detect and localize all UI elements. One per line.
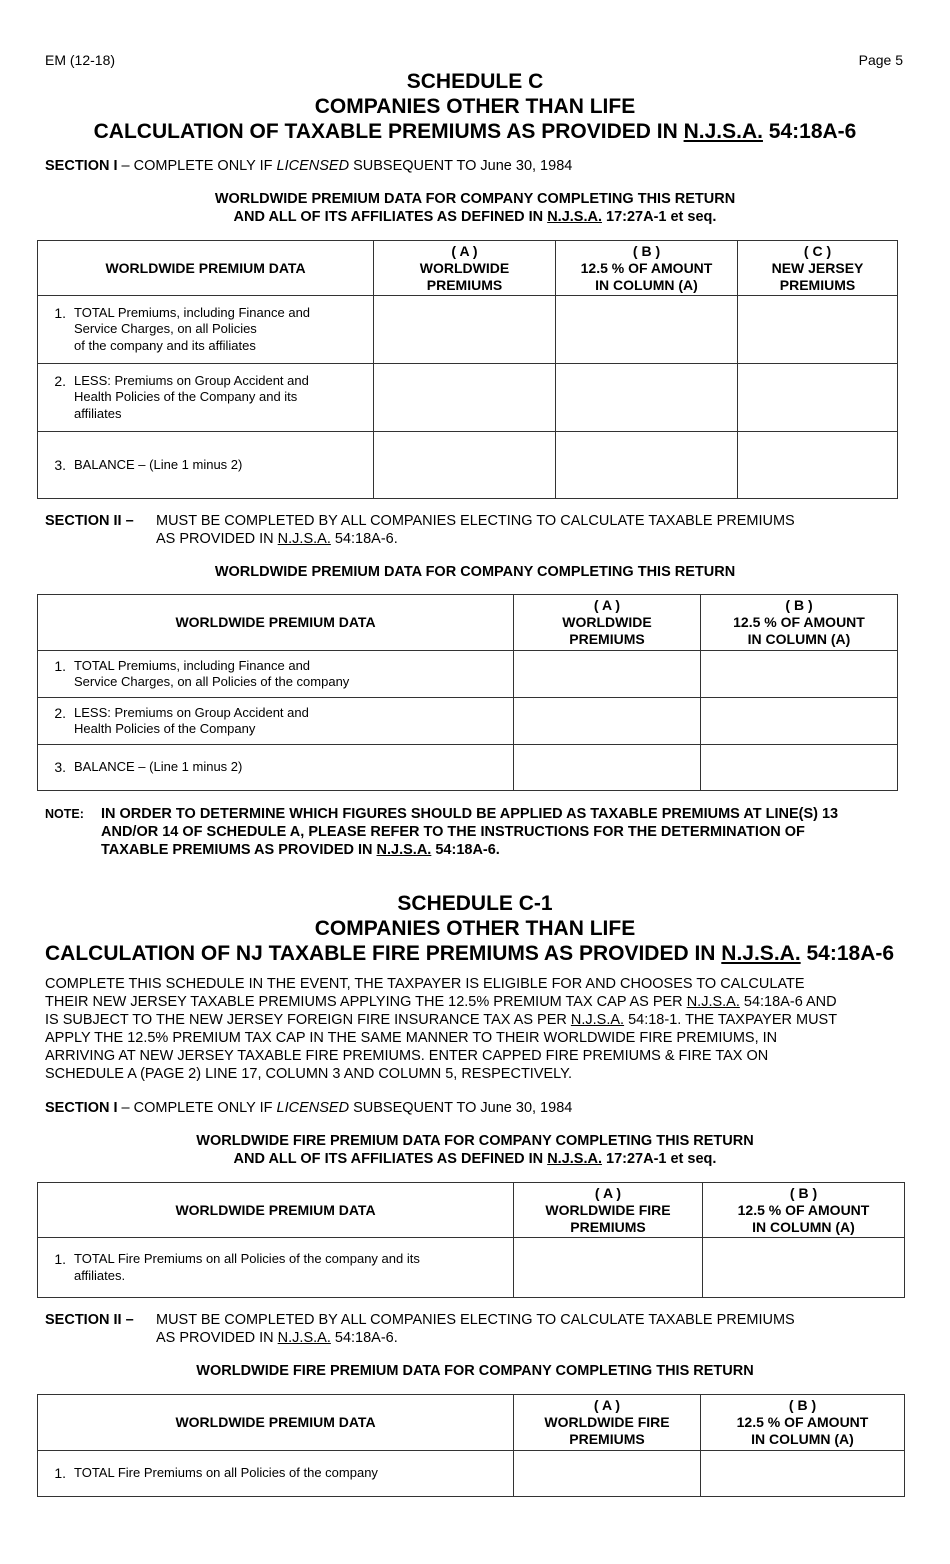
c1-section-2-text-2: AS PROVIDED IN N.J.S.A. 54:18A-6. [156, 1330, 398, 1346]
col-header-b: ( B ) 12.5 % OF AMOUNT IN COLUMN (A) [703, 1183, 905, 1238]
input-cell-a[interactable] [514, 651, 701, 698]
table-row: 1. TOTAL Premiums, including Finance and Service Charges, on all Policies of the company and its affiliates [38, 296, 898, 364]
note-tag: NOTE: [45, 807, 84, 821]
schedule-c-section-2-table [37, 594, 898, 791]
row-label: BALANCE – (Line 1 minus 2) [74, 759, 243, 775]
input-cell-b[interactable] [556, 364, 738, 432]
col-header-a: ( A ) WORLDWIDE FIRE PREMIUMS [514, 1183, 703, 1238]
row-label: TOTAL Fire Premiums on all Policies of the company and its affiliates. [74, 1251, 420, 1283]
schedule-c1-section-1-table [37, 1182, 905, 1298]
table-row: 1. TOTAL Fire Premiums on all Policies of the company [38, 1451, 905, 1497]
row-label: TOTAL Premiums, including Finance and Service Charges, on all Policies of the company [74, 657, 350, 689]
col-header-c: ( C ) NEW JERSEY PREMIUMS [738, 241, 898, 296]
c1-section-2-label: SECTION II – [45, 1312, 134, 1328]
schedule-c1-section-2-table [37, 1394, 905, 1497]
input-cell-a[interactable] [374, 364, 556, 432]
input-cell-a[interactable] [514, 698, 701, 745]
page-number: Page 5 [858, 52, 903, 68]
col-header-a: ( A ) WORLDWIDE PREMIUMS [514, 595, 701, 651]
input-cell-b[interactable] [703, 1238, 905, 1298]
section-1-heading-2: AND ALL OF ITS AFFILIATES AS DEFINED IN N.J.S.A. 17:27A-1 et seq. [233, 209, 717, 225]
col-header-a: ( A ) WORLDWIDE PREMIUMS [374, 241, 556, 296]
input-cell-c[interactable] [738, 432, 898, 499]
row-label: TOTAL Fire Premiums on all Policies of the company [74, 1465, 378, 1481]
schedule-c1-title: SCHEDULE C-1 [397, 892, 553, 915]
section-2-text: MUST BE COMPLETED BY ALL COMPANIES ELECTING TO CALCULATE TAXABLE PREMIUMS [156, 513, 795, 529]
section-1-label: SECTION I – COMPLETE ONLY IF LICENSED SUBSEQUENT TO June 30, 1984 [45, 158, 573, 174]
table-row: 1. TOTAL Fire Premiums on all Policies of the company and its affiliates. [38, 1238, 905, 1298]
col-header-desc: WORLDWIDE PREMIUM DATA [38, 241, 374, 296]
c1-section-1-label: SECTION I – COMPLETE ONLY IF LICENSED SUBSEQUENT TO June 30, 1984 [45, 1100, 573, 1116]
input-cell-b[interactable] [701, 745, 898, 791]
input-cell-b[interactable] [556, 296, 738, 364]
input-cell-c[interactable] [738, 296, 898, 364]
section-2-label: SECTION II – [45, 513, 134, 529]
schedule-c1-calc-title: CALCULATION OF NJ TAXABLE FIRE PREMIUMS AS PROVIDED IN N.J.S.A. 54:18A-6 [45, 942, 895, 965]
col-header-b: ( B ) 12.5 % OF AMOUNT IN COLUMN (A) [556, 241, 738, 296]
schedule-c1-subtitle: COMPANIES OTHER THAN LIFE [314, 917, 636, 940]
input-cell-c[interactable] [738, 364, 898, 432]
table-row: 3. BALANCE – (Line 1 minus 2) [38, 745, 898, 791]
col-header-desc: WORLDWIDE PREMIUM DATA [38, 595, 514, 651]
c1-section-1-heading: WORLDWIDE FIRE PREMIUM DATA FOR COMPANY COMPLETING THIS RETURN [196, 1133, 754, 1149]
row-label: BALANCE – (Line 1 minus 2) [74, 456, 243, 472]
table-row: 3. BALANCE – (Line 1 minus 2) [38, 432, 898, 499]
row-label: TOTAL Premiums, including Finance and Service Charges, on all Policies of the company and its affiliates [74, 304, 311, 353]
schedule-c-calc-title: CALCULATION OF TAXABLE PREMIUMS AS PROVIDED IN N.J.S.A. 54:18A-6 [93, 120, 857, 143]
col-header-desc: WORLDWIDE PREMIUM DATA [38, 1183, 514, 1238]
statute-ref: N.J.S.A. [683, 120, 763, 143]
section-1-heading: WORLDWIDE PREMIUM DATA FOR COMPANY COMPLETING THIS RETURN [214, 191, 736, 207]
c1-section-2-heading: WORLDWIDE FIRE PREMIUM DATA FOR COMPANY COMPLETING THIS RETURN [196, 1363, 754, 1379]
col-header-b: ( B ) 12.5 % OF AMOUNT IN COLUMN (A) [701, 1395, 905, 1451]
col-header-b: ( B ) 12.5 % OF AMOUNT IN COLUMN (A) [701, 595, 898, 651]
input-cell-a[interactable] [514, 745, 701, 791]
input-cell-b[interactable] [556, 432, 738, 499]
table-row: 2. LESS: Premiums on Group Accident and Health Policies of the Company [38, 698, 898, 745]
table-row: 1. TOTAL Premiums, including Finance and Service Charges, on all Policies of the company [38, 651, 898, 698]
schedule-c-title: SCHEDULE C [406, 70, 544, 93]
table-row: 2. LESS: Premiums on Group Accident and Health Policies of the Company and its affiliates [38, 364, 898, 432]
section-2-text-2: AS PROVIDED IN N.J.S.A. 54:18A-6. [156, 531, 398, 547]
input-cell-b[interactable] [701, 1451, 905, 1497]
input-cell-a[interactable] [374, 432, 556, 499]
form-code: EM (12-18) [45, 52, 116, 68]
input-cell-a[interactable] [514, 1451, 701, 1497]
schedule-c-subtitle: COMPANIES OTHER THAN LIFE [314, 95, 636, 118]
input-cell-a[interactable] [514, 1238, 703, 1298]
row-label: LESS: Premiums on Group Accident and Health Policies of the Company and its affiliates [74, 372, 309, 421]
section-2-heading: WORLDWIDE PREMIUM DATA FOR COMPANY COMPLETING THIS RETURN [214, 564, 736, 580]
input-cell-b[interactable] [701, 698, 898, 745]
input-cell-a[interactable] [374, 296, 556, 364]
schedule-c1-instructions: COMPLETE THIS SCHEDULE IN THE EVENT, THE TAXPAYER IS ELIGIBLE FOR AND CHOOSES TO CALCULATE THEIR NEW JERSEY TAXABLE PREMIUMS APPLYING THE 12.5% PREMIUM TAX CAP AS PER N.J.S.A. 54:18A-6 AND IS SUBJECT TO THE NEW JERSEY FOREIGN FIRE INSURANCE TAX AS PER N.J.S.A. 54:18-1. THE TAXPAYER MUST APPLY THE 12.5% PREMIUM TAX CAP IN THE SAME MANNER TO THEIR WORLDWIDE FIRE PREMIUMS, IN ARRIVING AT NEW JERSEY TAXABLE FIRE PREMIUMS. ENTER CAPPED FIRE PREMIUMS & FIRE TAX ON SCHEDULE A (PAGE 2) LINE 17, COLUMN 3 AND COLUMN 5, RESPECTIVELY. [45, 976, 838, 1082]
c1-section-1-heading-2: AND ALL OF ITS AFFILIATES AS DEFINED IN N.J.S.A. 17:27A-1 et seq. [233, 1151, 717, 1167]
c1-section-2-text: MUST BE COMPLETED BY ALL COMPANIES ELECTING TO CALCULATE TAXABLE PREMIUMS [156, 1312, 795, 1328]
input-cell-b[interactable] [701, 651, 898, 698]
col-header-a: ( A ) WORLDWIDE FIRE PREMIUMS [514, 1395, 701, 1451]
row-label: LESS: Premiums on Group Accident and Health Policies of the Company [74, 704, 309, 736]
col-header-desc: WORLDWIDE PREMIUM DATA [38, 1395, 514, 1451]
schedule-c-section-1-table [37, 240, 898, 499]
note: NOTE: IN ORDER TO DETERMINE WHICH FIGURES SHOULD BE APPLIED AS TAXABLE PREMIUMS AT LINE(S) 13 AND/OR 14 OF SCHEDULE A, PLEASE REFER TO THE INSTRUCTIONS FOR THE DETERMINATION OF TAXABLE PREMIUMS AS PROVIDED IN N.J.S.A. 54:18A-6. [45, 806, 839, 858]
